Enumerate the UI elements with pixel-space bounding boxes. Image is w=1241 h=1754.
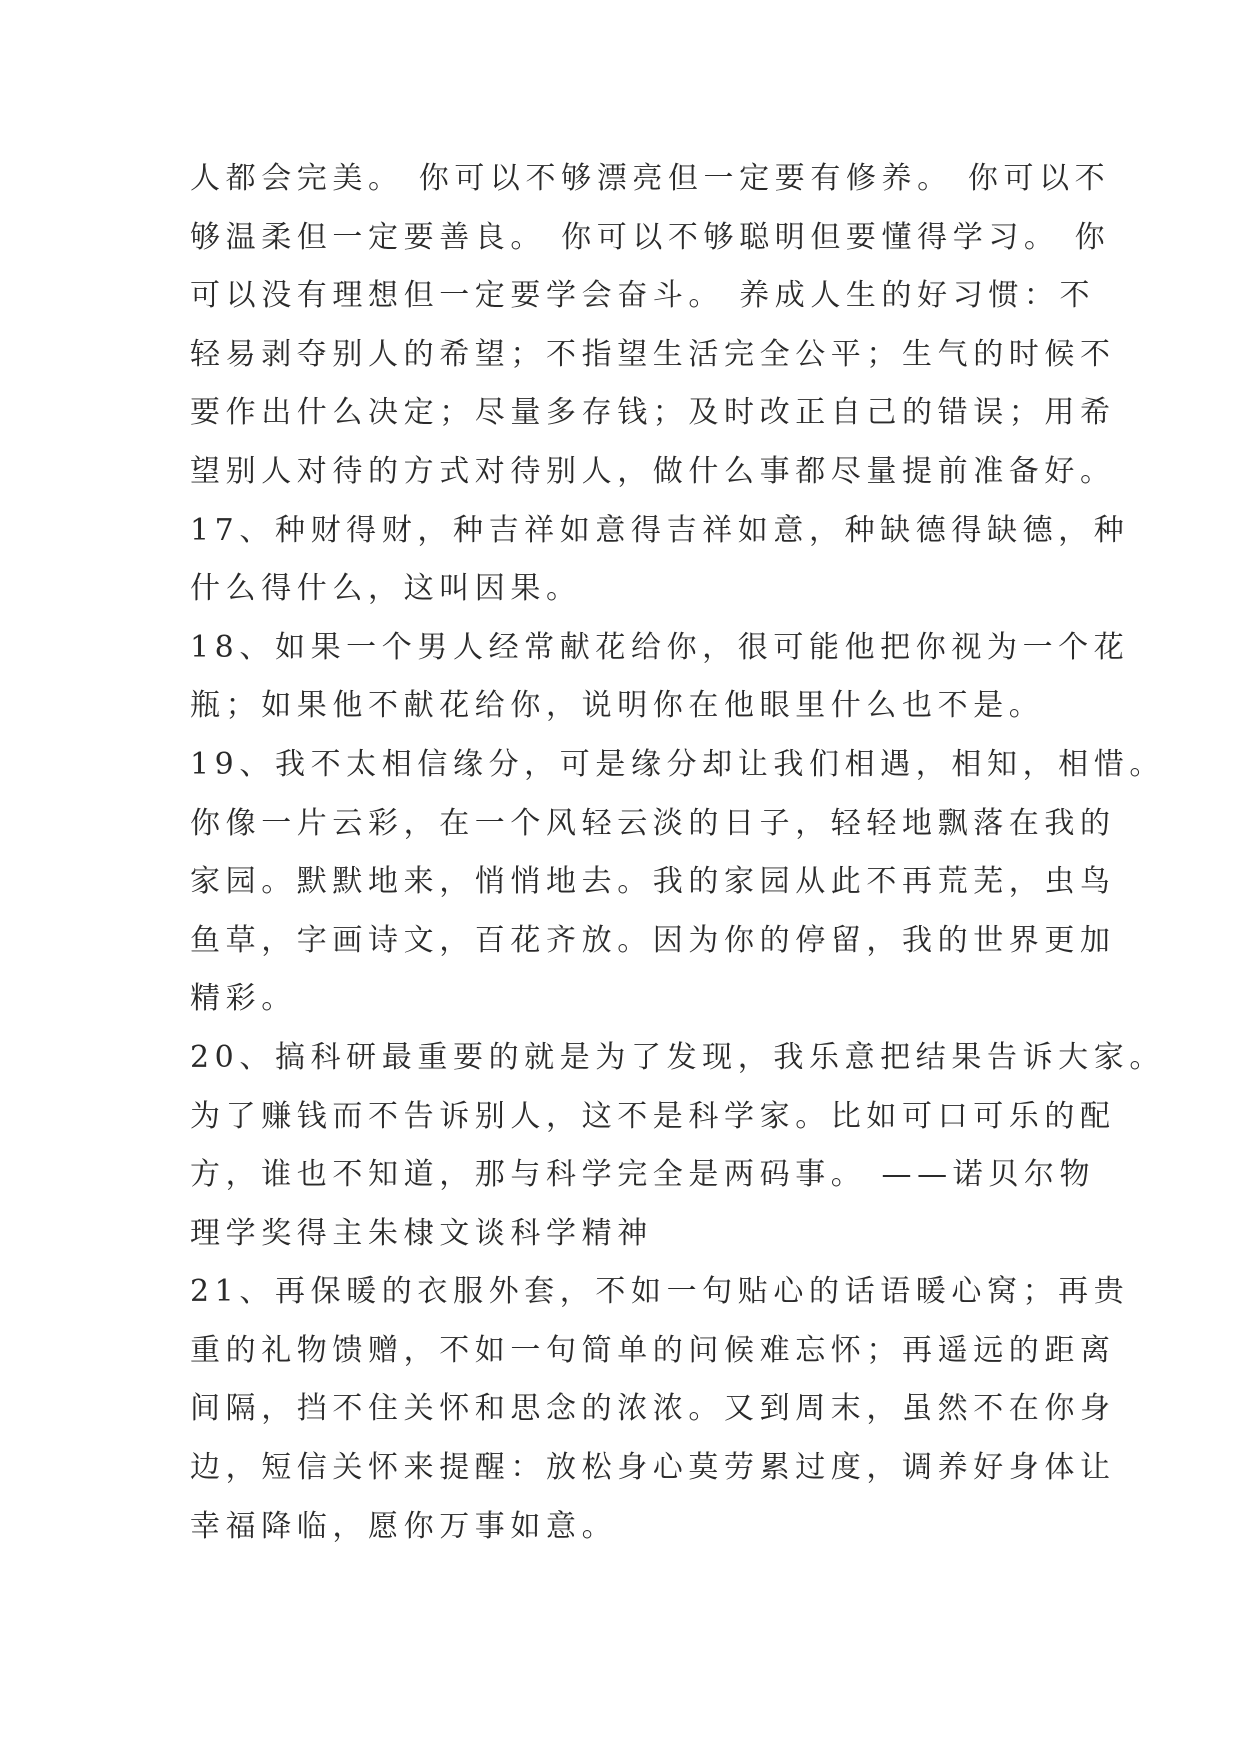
document-body	[190, 150, 1165, 1556]
text-line: 什么得什么，这叫因果。	[190, 571, 582, 607]
text-line: 够温柔但一定要善良。 你可以不够聪明但要懂得学习。 你	[190, 219, 1111, 255]
text-line: 鱼草，字画诗文，百花齐放。因为你的停留，我的世界更加	[190, 922, 1116, 958]
text-line: 家园。默默地来，悄悄地去。我的家园从此不再荒芜，虫鸟	[190, 864, 1116, 900]
item-20-line: 20、搞科研最重要的就是为了发现，我乐意把结果告诉大家。	[190, 1039, 1165, 1075]
text-line: 要作出什么决定；尽量多存钱；及时改正自己的错误；用希	[190, 395, 1116, 431]
text-line: 理学奖得主朱棣文谈科学精神	[190, 1215, 653, 1251]
text-line: 间隔，挡不住关怀和思念的浓浓。又到周末，虽然不在你身	[190, 1391, 1116, 1427]
text-line: 瓶；如果他不献花给你，说明你在他眼里什么也不是。	[190, 688, 1045, 724]
text-line: 边，短信关怀来提醒：放松身心莫劳累过度，调养好身体让	[190, 1450, 1116, 1486]
text-line: 幸福降临，愿你万事如意。	[190, 1508, 618, 1544]
text-line: 方，谁也不知道，那与科学完全是两码事。 ——诺贝尔物	[190, 1157, 1096, 1193]
text-line: 可以没有理想但一定要学会奋斗。 养成人生的好习惯：不	[190, 278, 1096, 314]
text-line: 精彩。	[190, 981, 297, 1017]
text-line: 望别人对待的方式对待别人，做什么事都尽量提前准备好。	[190, 453, 1116, 489]
item-21-line: 21、再保暖的衣服外套，不如一句贴心的话语暖心窝；再贵	[190, 1274, 1130, 1310]
item-18-line: 18、如果一个男人经常献花给你，很可能他把你视为一个花	[190, 629, 1130, 665]
text-line: 人都会完美。 你可以不够漂亮但一定要有修养。 你可以不	[190, 161, 1111, 196]
text-line: 轻易剥夺别人的希望；不指望生活完全公平；生气的时候不	[190, 336, 1116, 372]
text-line: 你像一片云彩，在一个风轻云淡的日子，轻轻地飘落在我的	[190, 805, 1116, 841]
text-line: 为了赚钱而不告诉别人，这不是科学家。比如可口可乐的配	[190, 1098, 1116, 1134]
text-line: 重的礼物馈赠，不如一句简单的问候难忘怀；再遥远的距离	[190, 1332, 1116, 1368]
item-19-line: 19、我不太相信缘分，可是缘分却让我们相遇，相知，相惜。	[190, 746, 1165, 782]
item-17-line: 17、种财得财，种吉祥如意得吉祥如意，种缺德得缺德，种	[190, 512, 1130, 548]
